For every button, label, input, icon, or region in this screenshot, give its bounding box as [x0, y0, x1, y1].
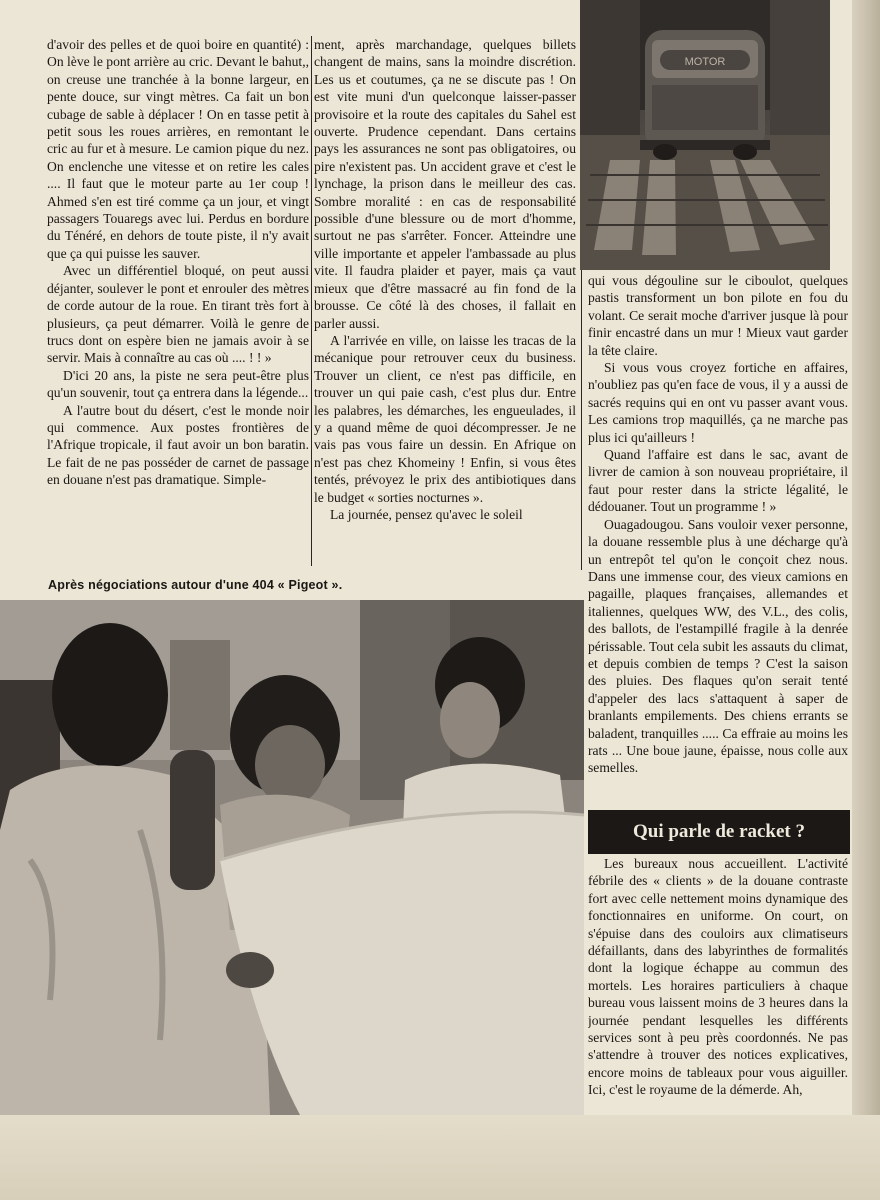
paragraph: Si vous vous croyez fortiche en affaires, n'oubliez pas qu'en face de vous, il y a aussi de sacrés requins qui en ont vu passer avant vous. Les camions trop maquillés, ça ne marche pas plus ici qu'ailleurs ! [588, 360, 848, 445]
photo-caption: Après négociations autour d'une 404 « Pigeot ». [48, 578, 343, 592]
photo-negotiation [0, 600, 584, 1115]
column-divider [581, 270, 582, 570]
photo-van-illustration [580, 0, 830, 270]
photo-negotiation-illustration [0, 600, 584, 1115]
bottom-margin [0, 1115, 880, 1200]
paragraph: Quand l'affaire est dans le sac, avant de livrer de camion à son nouveau propriétaire, il faut pour rester dans la stricte légalité, le dédouaner. Tout un programme ! » [588, 447, 848, 515]
article-column-3-continued [588, 855, 848, 1115]
paragraph: ment, après marchandage, quelques billets changent de mains, sans la moindre discrétion. Les us et coutumes, ça ne se discute pas ! On est vite muni d'un quelconque laisser-passer provisoire et la route des capitales du Sahel est ouverte. Prudence cependant. Dans certains pays les assurances ne sont pas obligatoires, ou pire n'existent pas. Un accident grave et c'est le lynchage, la prison dans le meilleur des cas. Sombre moralité : en cas de responsabilité possible d'une blessure ou de mort d'homme, surtout ne pas s'arrêter. Foncer. Atteindre une ville importante et appeler l'ambassade au plus vite. Il faudra plaider et payer, mais ça vaut mieux que d'être massacré au fin fond de la brousse. Ce côté là des choses, il fallait en parler aussi. [314, 37, 576, 331]
section-subheading: Qui parle de racket ? [588, 810, 850, 854]
paragraph: Ouagadougou. Sans vouloir vexer personne, la douane ressemble plus à une décharge qu'à un entrepôt tel qu'on le conçoit chez nous. Dans une immense cour, des vieux camions en pagaille, plaques françaises, allemandes et italiennes, quelques WW, des V.L., des colis, des ballots, de l'estampillé fragile à la denrée périssable. Tout cela subit les assauts du climat, et depuis combien de temps ? C'est la saison des pluies. Des flaques qu'on serait tenté d'appeler des lacs s'attaquent à saper de branlants empilements. Des chiens errants se baladent, tranquilles ..... Ca effraie au moins les rats ... Une boue jaune, épaisse, nous colle aux semelles. [588, 516, 848, 776]
paragraph: Avec un différentiel bloqué, on peut aussi déjanter, soulever le pont et enrouler des mètres de corde autour de la roue. En tirant très fort à plusieurs, ça peut démarrer. Voilà le genre de trucs dont on espère bien ne jamais avoir à se servir. Mais à connaître au cas où .... ! ! » [47, 263, 309, 366]
paragraph: d'avoir des pelles et de quoi boire en quantité) : On lève le pont arrière au cric. Devant le bahut,, on creuse une tranchée à la bonne largeur, en pente douce, sur vingt mètres. Ca fait un bon cubage de sable à déplacer ! On en tasse petit à petit sous les roues arrières, en remontant le cric au fur et à mesure. Le camion pique du nez. On enclenche une vitesse et on retire les cales .... Il faut que le moteur parte au 1er coup ! Ahmed s'en est tiré comme ça un jour, et vingt passagers Touaregs avec lui. Perdus en bordure du Ténéré, en dehors de toute piste, il n'y avait que ça qui puisse les sauver. [47, 37, 309, 261]
paragraph: Les bureaux nous accueillent. L'activité fébrile des « clients » de la douane contraste fort avec celle nettement moins dynamique des fonctionnaires en uniforme. On court, on s'épuise dans des couloirs aux climatiseurs défaillants, dans des labyrinthes de formalités dont la logique échappe au commun des mortels. Les horaires particuliers à chaque bureau vous laissent moins de 3 heures dans la journée pendant lesquelles les différents services sont à peu près coordonnés. Ne pas s'attendre à trouver des notices explicatives, encore moins de tableaux pour vous aiguiller. Ici, c'est le royaume de la démerde. Ah, [588, 856, 848, 1098]
column-divider [311, 36, 312, 566]
paragraph: A l'arrivée en ville, on laisse les tracas de la mécanique pour retrouver ceux du business. Trouver un client, ce n'est pas difficile, en trouver un qui paie cash, c'est plus dur. Entre les palabres, les démarches, les engueulades, il y a quand même de quoi décompresser. Je ne vais pas vous faire un dessin. En Afrique on n'est pas chez Khomeiny ! Enfin, si vous êtes tentés, prévoyez le prix des antibiotiques dans le budget « sorties nocturnes ». [314, 332, 576, 505]
photo-van-on-planks [580, 0, 830, 270]
article-column-3 [588, 272, 848, 804]
van-lettering: MOTOR [684, 56, 726, 68]
paragraph: qui vous dégouline sur le ciboulot, quelques pastis transforment un bon pilote en fou du volant. Ce serait moche d'arriver jusque là pour finir encastré dans un mur ! Mieux vaut garder la tête claire. [588, 273, 848, 358]
article-column-2 [314, 36, 576, 568]
page-edge [852, 0, 880, 1200]
paragraph: D'ici 20 ans, la piste ne sera peut-être plus qu'un souvenir, tout ça entrera dans la légende... [47, 367, 309, 401]
paragraph: La journée, pensez qu'avec le soleil [330, 506, 523, 522]
article-column-1 [47, 36, 309, 568]
paragraph: A l'autre bout du désert, c'est le monde noir qui commence. Aux postes frontières de l'Afrique tropicale, il faut avoir un bon baratin. Le fait de ne pas posséder de carnet de passage en douane n'est pas dramatique. Simple- [47, 402, 309, 488]
